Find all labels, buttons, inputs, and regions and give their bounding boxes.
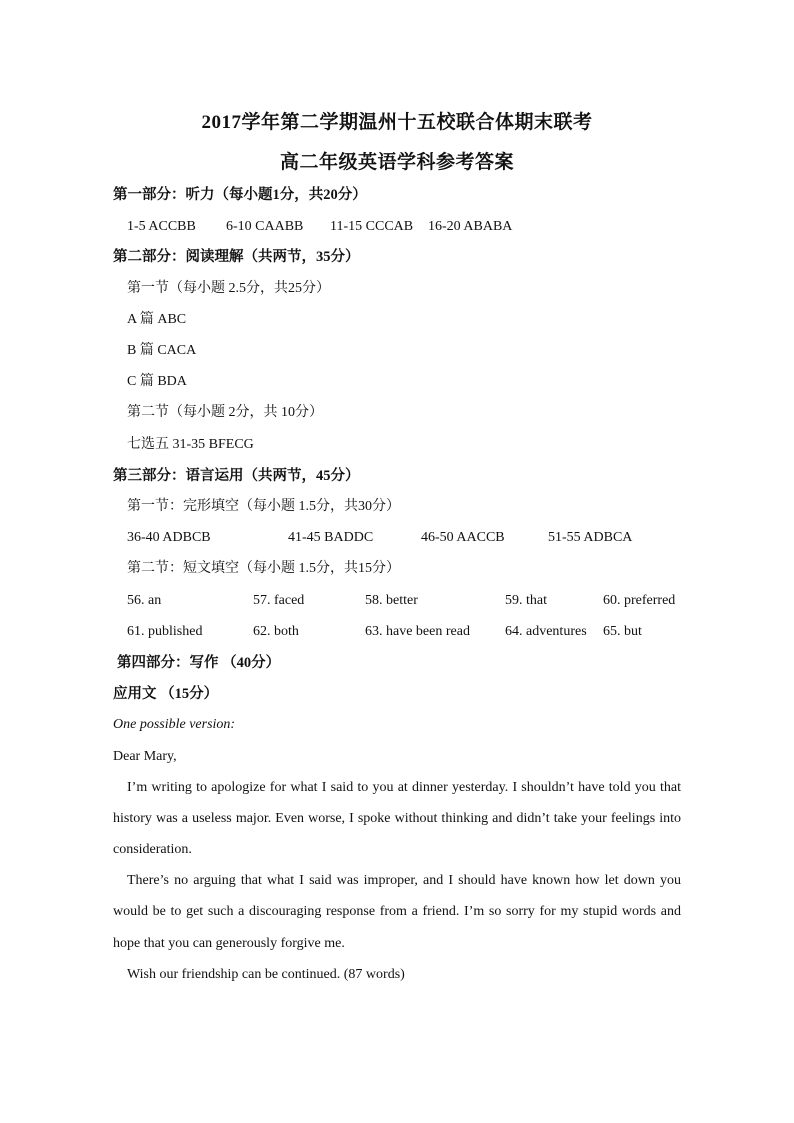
fill-answer-59: 59. that xyxy=(505,593,547,608)
cloze-answers-51-55: 51-55 ADBCA xyxy=(548,530,633,545)
document-title: 2017学年第二学期温州十五校联合体期末联考 xyxy=(201,112,593,133)
letter-paragraph1-line3: consideration. xyxy=(113,842,192,857)
fill-answer-56: 56. an xyxy=(127,593,162,608)
letter-paragraph1-line1: I’m writing to apologize for what I said to you at dinner yesterday. I shouldn’t have told you that xyxy=(127,780,681,795)
possible-version-label: One possible version: xyxy=(113,717,236,732)
fill-answer-60: 60. preferred xyxy=(603,593,676,608)
fill-answer-58: 58. better xyxy=(365,593,418,608)
listening-answers-6-10: 6-10 CAABB xyxy=(226,219,304,234)
fill-answer-65: 65. but xyxy=(603,624,642,639)
fill-answer-63: 63. have been read xyxy=(365,624,470,639)
part2-heading: 第二部分：阅读理解（共两节，35分） xyxy=(113,249,360,265)
part2-section2: 第二节（每小题 2分，共 10分） xyxy=(127,405,323,420)
letter-greeting: Dear Mary, xyxy=(113,749,177,764)
letter-paragraph2-line2: would be to get such a discouraging response from a friend. I’m so sorry for my stupid words and xyxy=(113,904,681,919)
reading-passage-b: B 篇 CACA xyxy=(127,343,197,358)
part3-section2: 第二节：短文填空（每小题 1.5分，共15分） xyxy=(127,561,400,576)
fill-answer-64: 64. adventures xyxy=(505,624,587,639)
letter-paragraph2-line1: There’s no arguing that what I said was improper, and I should have known how let down you xyxy=(127,873,681,888)
part4-subheading: 应用文 （15分） xyxy=(113,686,219,702)
document-subtitle: 高二年级英语学科参考答案 xyxy=(279,152,514,173)
part3-heading: 第三部分：语言运用（共两节，45分） xyxy=(113,468,360,484)
part3-section1: 第一节：完形填空（每小题 1.5分，共30分） xyxy=(127,499,400,514)
cloze-answers-36-40: 36-40 ADBCB xyxy=(127,530,211,545)
part2-section1: 第一节（每小题 2.5分，共25分） xyxy=(127,281,330,296)
listening-answers-1-5: 1-5 ACCBB xyxy=(127,219,196,234)
cloze-answers-46-50: 46-50 AACCB xyxy=(421,530,505,545)
part4-heading: 第四部分：写作 （40分） xyxy=(117,655,281,671)
letter-paragraph2-line3: hope that you can generously forgive me. xyxy=(113,936,345,951)
fill-answer-57: 57. faced xyxy=(253,593,305,608)
listening-answers-11-15: 11-15 CCCAB xyxy=(330,219,414,234)
reading-passage-c: C 篇 BDA xyxy=(127,374,187,389)
seven-choose-five: 七选五 31-35 BFECG xyxy=(127,437,254,452)
fill-answer-61: 61. published xyxy=(127,624,203,639)
fill-answer-62: 62. both xyxy=(253,624,299,639)
cloze-answers-41-45: 41-45 BADDC xyxy=(288,530,374,545)
reading-passage-a: A 篇 ABC xyxy=(127,312,187,327)
listening-answers-16-20: 16-20 ABABA xyxy=(428,219,513,234)
part1-heading: 第一部分：听力（每小题1分，共20分） xyxy=(113,187,367,203)
letter-closing-line: Wish our friendship can be continued. (87 words) xyxy=(127,967,405,982)
letter-paragraph1-line2: history was a useless major. Even worse, I spoke without thinking and didn’t take your feelings into xyxy=(113,811,681,826)
